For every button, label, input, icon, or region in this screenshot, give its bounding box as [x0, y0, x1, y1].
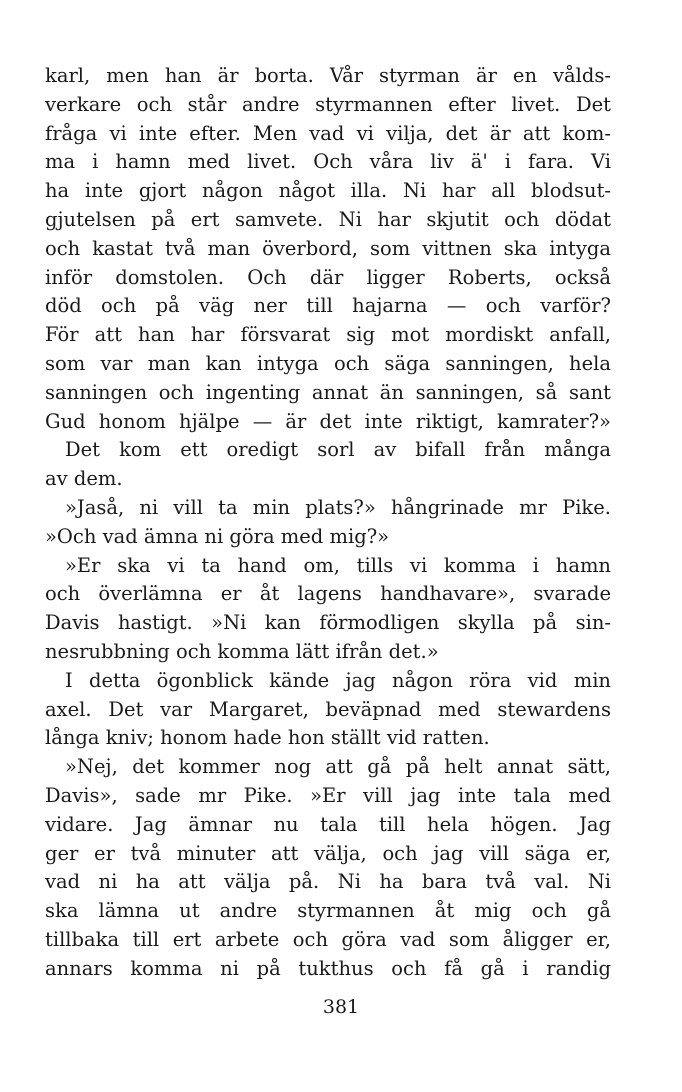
text-line: och överlämna er åt lagens handhavare», svarade — [45, 582, 611, 606]
page-number: 381 — [322, 996, 360, 1018]
text-line: nesrubbning och komma lätt ifrån det.» — [45, 639, 439, 663]
text-line: som var man kan intyga och säga sanningen, hela — [45, 351, 611, 375]
text-line: fråga vi inte efter. Men vad vi vilja, det är att kom- — [45, 121, 611, 145]
text-line: Det kom ett oredigt sorl av bifall från många — [65, 438, 611, 462]
text-line: ma i hamn med livet. Och våra liv ä' i fara. Vi — [45, 150, 611, 174]
text-line: vidare. Jag ämnar nu tala till hela högen. Jag — [45, 812, 611, 836]
text-line: sanningen och ingenting annat än sanningen, så sant — [45, 380, 611, 404]
body-text — [45, 62, 611, 984]
text-line: gjutelsen på ert samvete. Ni har skjutit och dödat — [45, 207, 611, 231]
text-line: »Nej, det kommer nog att gå på helt annat sätt, — [65, 755, 611, 779]
text-line: För att han har försvarat sig mot mordiskt anfall, — [45, 323, 611, 347]
text-line: ger er två minuter att välja, och jag vill säga er, — [45, 841, 611, 865]
text-line: långa kniv; honom hade hon ställt vid ratten. — [45, 726, 490, 750]
text-line: verkare och står andre styrmannen efter livet. Det — [45, 92, 611, 116]
text-line: »Jaså, ni vill ta min plats?» hångrinade mr Pike. — [65, 495, 611, 519]
text-line: annars komma ni på tukthus och få gå i randig — [45, 956, 611, 980]
text-line: av dem. — [45, 467, 123, 491]
text-line: Davis», sade mr Pike. »Er vill jag inte tala med — [45, 783, 611, 807]
text-line: Davis hastigt. »Ni kan förmodligen skylla på sin- — [45, 611, 611, 635]
text-line: »Och vad ämna ni göra med mig?» — [45, 524, 390, 548]
text-line: »Er ska vi ta hand om, tills vi komma i hamn — [65, 553, 611, 577]
text-line: ska lämna ut andre styrmannen åt mig och gå — [45, 899, 611, 923]
text-line: karl, men han är borta. Vår styrman är en vålds- — [45, 64, 611, 87]
text-line: I detta ögonblick kände jag någon röra vid min — [65, 668, 611, 692]
text-line: vad ni ha att välja på. Ni ha bara två val. Ni — [45, 870, 611, 894]
text-line: Gud honom hjälpe — är det inte riktigt, kamrater?» — [45, 409, 611, 433]
text-line: och kastat två man överbord, som vittnen ska intyga — [45, 236, 611, 260]
text-line: tillbaka till ert arbete och göra vad som åligger er, — [45, 927, 611, 951]
text-line: död och på väg ner till hajarna — och varför? — [45, 294, 611, 318]
text-line: inför domstolen. Och där ligger Roberts, också — [45, 265, 611, 289]
text-line: axel. Det var Margaret, beväpnad med stewardens — [45, 697, 611, 721]
text-line: ha inte gjort någon något illa. Ni har all blodsut- — [45, 179, 611, 203]
